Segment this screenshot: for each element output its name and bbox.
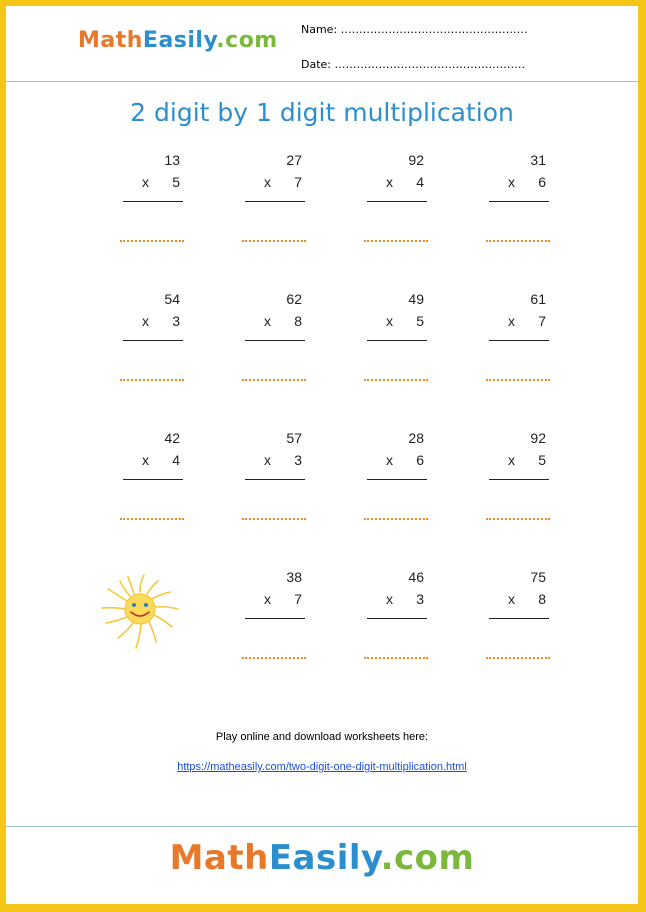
multiplicand: 49 [408, 291, 424, 307]
sum-line [123, 479, 183, 480]
multiplicand: 54 [164, 291, 180, 307]
times-sign: x [264, 174, 271, 190]
problem-10 [242, 430, 322, 540]
worksheet-link[interactable]: https://matheasily.com/two-digit-one-digit-multiplication.html [177, 761, 467, 773]
multiplier: 5 [172, 174, 180, 190]
date-field[interactable]: Date: ……………………………………………. [301, 58, 525, 71]
multiplicand: 62 [286, 291, 302, 307]
sum-line [489, 340, 549, 341]
times-sign: x [142, 313, 149, 329]
times-sign: x [264, 452, 271, 468]
sum-line [489, 479, 549, 480]
times-sign: x [386, 174, 393, 190]
logo-math: Math [169, 838, 269, 878]
footer-logo[interactable] [6, 838, 638, 878]
times-sign: x [508, 313, 515, 329]
problem-6 [242, 291, 322, 401]
answer-blank[interactable] [120, 379, 184, 381]
multiplicand: 27 [286, 152, 302, 168]
answer-blank[interactable] [364, 379, 428, 381]
multiplier: 4 [172, 452, 180, 468]
answer-blank[interactable] [242, 379, 306, 381]
sum-line [367, 479, 427, 480]
multiplier: 3 [294, 452, 302, 468]
footer-text: Play online and download worksheets here: [215, 731, 429, 743]
multiplier: 5 [416, 313, 424, 329]
answer-blank[interactable] [120, 518, 184, 520]
problem-13 [242, 569, 322, 679]
sum-line [123, 201, 183, 202]
multiplier: 8 [538, 591, 546, 607]
times-sign: x [386, 591, 393, 607]
answer-blank[interactable] [486, 379, 550, 381]
problem-5 [120, 291, 200, 401]
answer-blank[interactable] [242, 657, 306, 659]
multiplier: 5 [538, 452, 546, 468]
answer-blank[interactable] [486, 657, 550, 659]
multiplier: 7 [538, 313, 546, 329]
answer-blank[interactable] [242, 518, 306, 520]
times-sign: x [264, 313, 271, 329]
multiplicand: 46 [408, 569, 424, 585]
answer-blank[interactable] [486, 240, 550, 242]
worksheet-page [6, 6, 638, 904]
times-sign: x [142, 174, 149, 190]
sun-icon [98, 572, 188, 656]
multiplicand: 92 [408, 152, 424, 168]
answer-blank[interactable] [486, 518, 550, 520]
answer-blank[interactable] [242, 240, 306, 242]
sum-line [367, 340, 427, 341]
multiplicand: 61 [530, 291, 546, 307]
answer-blank[interactable] [120, 240, 184, 242]
multiplier: 6 [416, 452, 424, 468]
footer-divider [6, 826, 638, 827]
multiplicand: 92 [530, 430, 546, 446]
sum-line [245, 479, 305, 480]
multiplier: 3 [172, 313, 180, 329]
sum-line [367, 618, 427, 619]
logo-math: Math [78, 28, 143, 53]
multiplicand: 28 [408, 430, 424, 446]
multiplicand: 31 [530, 152, 546, 168]
multiplier: 4 [416, 174, 424, 190]
problem-1 [120, 152, 200, 262]
sum-line [489, 201, 549, 202]
times-sign: x [508, 591, 515, 607]
multiplier: 8 [294, 313, 302, 329]
sum-line [367, 201, 427, 202]
problem-9 [120, 430, 200, 540]
sum-line [123, 340, 183, 341]
times-sign: x [142, 452, 149, 468]
problem-2 [242, 152, 322, 262]
problem-14 [364, 569, 444, 679]
answer-blank[interactable] [364, 518, 428, 520]
sum-line [245, 618, 305, 619]
multiplicand: 57 [286, 430, 302, 446]
header-logo[interactable] [78, 28, 278, 53]
times-sign: x [508, 452, 515, 468]
logo-dotcom: .com [380, 838, 475, 878]
problem-15 [486, 569, 566, 679]
name-field[interactable]: Name: …………………………………………… [301, 23, 528, 36]
problem-12 [486, 430, 566, 540]
logo-easily: Easily [268, 838, 381, 878]
multiplier: 6 [538, 174, 546, 190]
multiplicand: 38 [286, 569, 302, 585]
problem-7 [364, 291, 444, 401]
times-sign: x [264, 591, 271, 607]
answer-blank[interactable] [364, 657, 428, 659]
multiplicand: 13 [164, 152, 180, 168]
header-divider [6, 81, 638, 82]
problem-8 [486, 291, 566, 401]
multiplier: 3 [416, 591, 424, 607]
times-sign: x [386, 452, 393, 468]
worksheet-title: 2 digit by 1 digit multiplication [130, 98, 514, 127]
sum-line [245, 201, 305, 202]
logo-dotcom: .com [216, 28, 278, 53]
problem-11 [364, 430, 444, 540]
times-sign: x [386, 313, 393, 329]
multiplicand: 42 [164, 430, 180, 446]
logo-easily: Easily [142, 28, 217, 53]
multiplicand: 75 [530, 569, 546, 585]
sum-line [245, 340, 305, 341]
answer-blank[interactable] [364, 240, 428, 242]
problem-4 [486, 152, 566, 262]
problem-3 [364, 152, 444, 262]
times-sign: x [508, 174, 515, 190]
multiplier: 7 [294, 174, 302, 190]
multiplier: 7 [294, 591, 302, 607]
sum-line [489, 618, 549, 619]
